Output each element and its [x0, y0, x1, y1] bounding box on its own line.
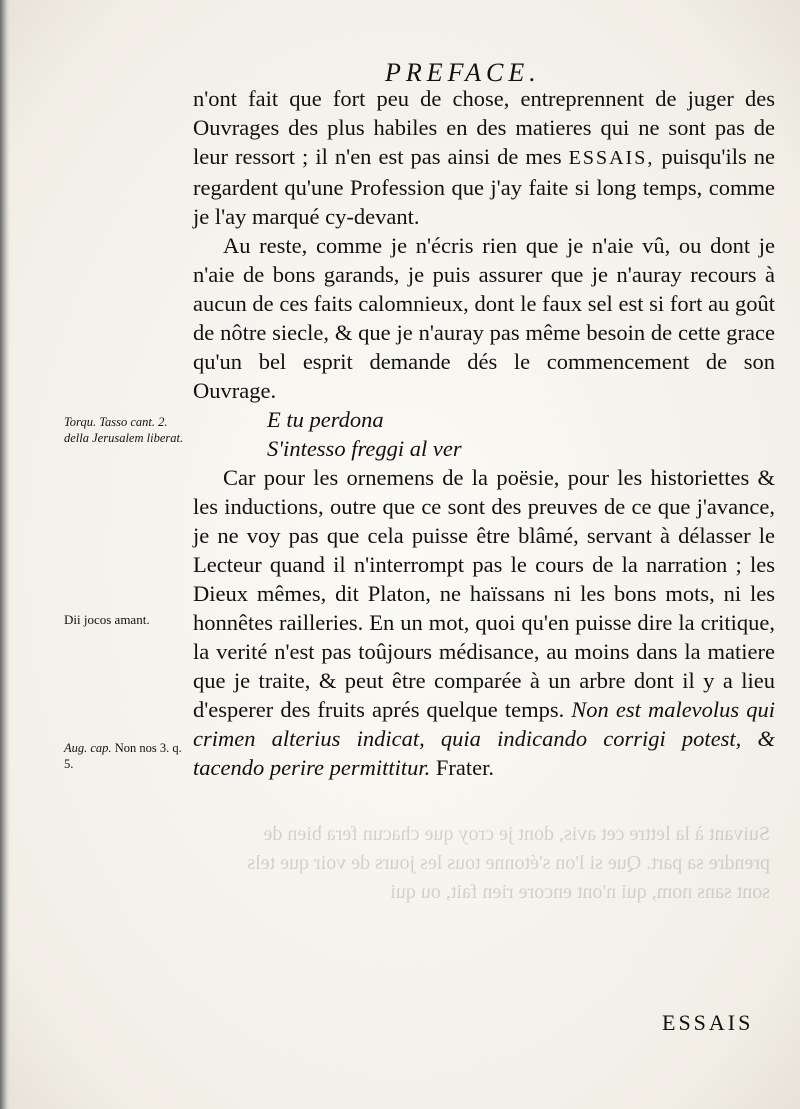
body-text [193, 84, 775, 782]
line: long temps, comme je l'ay marqué cy-devant. [193, 175, 775, 229]
paragraph-3-text: Car pour les ornemens de la poësie, pour les historiettes & les inductions, outre que ce sont des preuves de ce que j'avance, je ne voy pas que cela puisse être blâmé, servant à délasser le Lecteur quand il n'interrompt pas le cours de la narration ; les Dieux mêmes, dit Platon, ne haïssans ni les bons mots, ni les honnêtes railleries. En un mot, quoi qu'en puisse dire la critique, la verité n'est pas toûjours médisance, au moins dans la matiere que je traite, & peut être comparée à un arbre dont il y a lieu d'esperer des fruits aprés quelque temps. [193, 465, 775, 722]
margin-note-text: Dii jocos amant. [64, 612, 150, 627]
margin-note-italic: Aug. cap. [64, 741, 112, 755]
small-caps-essais: ESSAIS, [568, 147, 655, 169]
verse-line-2: S'intesso freggi al ver [267, 436, 462, 461]
margin-note-roman: Non nos 3. q. 5. [64, 741, 182, 771]
page-edge-shadow [0, 0, 10, 1109]
catchword: ESSAIS [662, 1010, 754, 1035]
quotation-source: Frater. [435, 755, 494, 780]
margin-note-text: Torqu. Tasso cant. 2. della Jerusalem liberat. [64, 415, 184, 445]
line: pas de leur ressort ; il n'en est pas ainsi de mes [193, 115, 776, 169]
margin-note-augustin [64, 740, 194, 772]
paragraph-3 [193, 463, 775, 782]
line: puisqu'ils ne regardent qu'une Profession que j'ay faite si [193, 144, 775, 200]
margin-note-tasso [64, 414, 194, 446]
line: n'ont fait que fort peu de chose, entreprennent de juger [193, 86, 734, 111]
latin-quotation: Non est malevolus qui crimen alterius indicat, quia indicando corrigi potest, & tacendo perire permittitur. [193, 697, 775, 780]
verse-line-1: E tu perdona [267, 407, 384, 432]
margin-note-platon [64, 612, 194, 628]
running-head: PREFACE. [385, 58, 541, 87]
line: des Ouvrages des plus habiles en des matieres qui ne sont [193, 86, 775, 140]
paragraph-1 [193, 84, 775, 231]
bleed-through-text: Suivant à la lettre cet avis, dont je croy que chacun fera bien de prendre sa part. Que si l'on s'étonne tous les jours de voir que tels sont sans nom, qui n'ont encore rien fait, ou qui [247, 823, 770, 903]
paragraph-2: Au reste, comme je n'écris rien que je n'aie vû, ou dont je n'aie de bons garands, je puis assurer que je n'auray recours à aucun de ces faits calomnieux, dont le faux sel est si fort au goût de nôtre siecle, & que je n'auray pas même besoin de cette grace qu'un bel esprit demande dés le commencement de son Ouvrage. [193, 233, 775, 403]
